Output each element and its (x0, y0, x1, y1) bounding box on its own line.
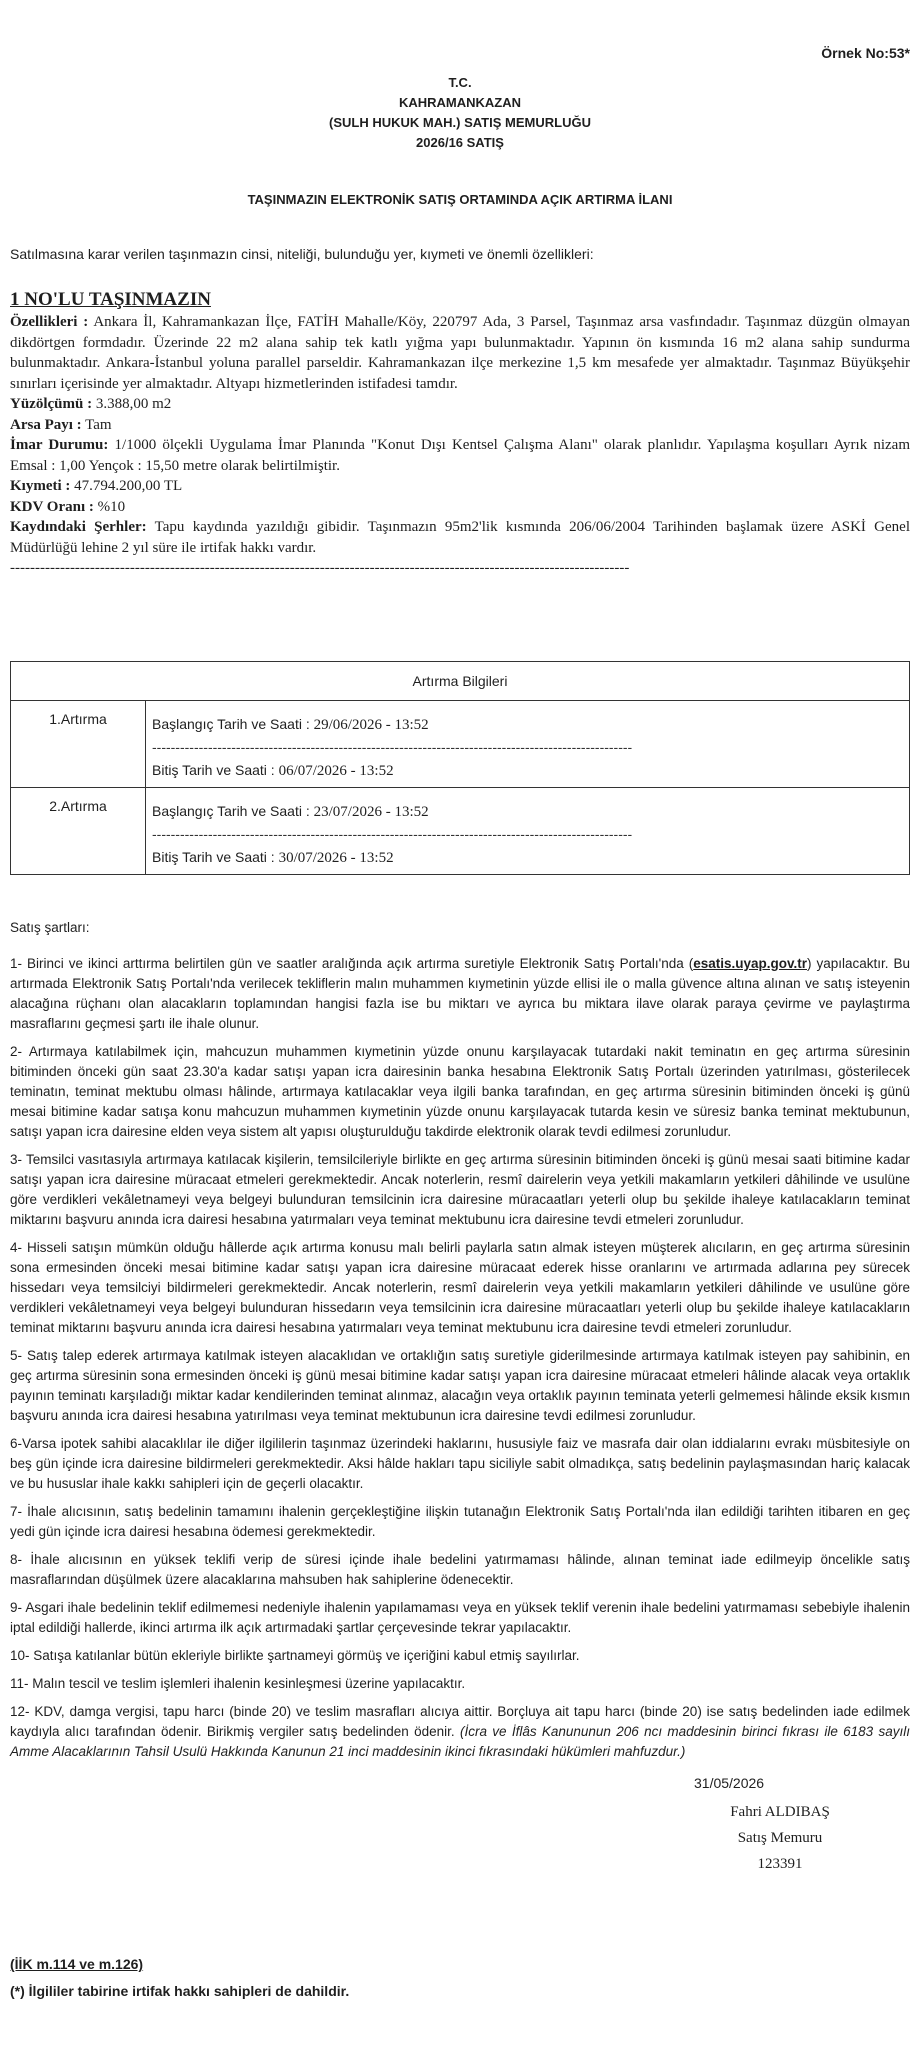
start-label: Başlangıç Tarih ve Saati : (152, 716, 310, 732)
property-area (10, 394, 910, 415)
value-amount: 47.794.200,00 TL (74, 478, 183, 494)
property-section (10, 288, 910, 579)
vat-label: KDV Oranı : (10, 498, 94, 515)
auction-dates (146, 788, 910, 875)
header-line-case: 2026/16 SATIŞ (416, 135, 504, 150)
term-4: 4- Hisseli satışın mümkün olduğu hâllerde açık artırma konusu malı belirli paylarla satın almak isteyen müşterek alıcıların, en geç artırma süresinin sona ermesinden önceki mesai bitimine kadar satışı yapan icra dairesine müracaat ederek hisse oranlarını ve artırmada adlarına pey sürecek hissedarı veya temsilciyi bildirmeleri gerekmektedir. Ancak noterlerin, resmî dairelerin veya yetkili makamların yetkileri dâhilinde ve usulüne göre verdikleri vekâletnameyi veya belgeyi bulunduran hissedarın veya temsilcinin icra dairesine müracaatları yeterli olup bu şekilde ihaleye katılacakların teminat miktarını başvuru anında icra dairesi hesabına yatırmaları veya teminat mektubunu icra dairesine tevdi etmeleri zorunludur. (10, 1240, 910, 1335)
start-value: 29/06/2026 - 13:52 (313, 717, 429, 733)
term-10: 10- Satışa katılanlar bütün ekleriyle birlikte şartnameyi görmüş ve içeriğini kabul etmiş sayılırlar. (10, 1648, 580, 1663)
term-1 (10, 954, 910, 1034)
term-9: 9- Asgari ihale bedelinin teklif edilmemesi nedeniyle ihalenin yapılamaması veya en yüksek teklif verenin ihale bedelini yatırmaması sebebiyle ihalenin iptal edildiği hallerde, ikinci artırma ilk açık artırmadaki şartlar çerçevesinde tekrar yapılacaktır. (10, 1600, 910, 1635)
signature-date: 31/05/2026 (694, 1775, 765, 1791)
esatis-link[interactable]: esatis.uyap.gov.tr (693, 956, 807, 971)
document-header (10, 73, 910, 153)
property-annotations (10, 517, 910, 558)
auction-start (152, 800, 903, 822)
vat-value: %10 (97, 498, 126, 515)
end-value: 06/07/2026 - 13:52 (278, 763, 394, 779)
property-features (10, 312, 910, 394)
start-value: 23/07/2026 - 13:52 (313, 804, 429, 820)
share-label: Arsa Payı : (10, 416, 82, 433)
property-title: 1 NO'LU TAŞINMAZIN (10, 289, 211, 310)
start-label: Başlangıç Tarih ve Saati : (152, 803, 310, 819)
ornek-no: Örnek No:53* (821, 45, 910, 61)
footer-law-reference: (İİK m.114 ve m.126) (10, 1956, 144, 1972)
auction-dates (146, 701, 910, 788)
sale-terms (10, 918, 910, 1770)
term-6: 6-Varsa ipotek sahibi alacaklılar ile diğer ilgililerin taşınmaz üzerindeki haklarını, hususiyle faiz ve masrafa dair olan iddialarını evrakı müsbitesiyle on beş gün içinde icra dairesine bildirmeleri gerekmektedir. Aksi hâlde hakları tapu siciliyle sabit olmadıkça, satış bedelinin paylaşmasından hariç kalacak ve bu hususlar ihale kakkı sahipleri için de geçerli olacaktır. (10, 1436, 910, 1491)
term-7: 7- İhale alıcısının, satış bedelinin tamamını ihalenin gerçekleştiğine ilişkin tutanağın Elektronik Satış Portalı'nda ilan edildiği tarihten itibaren en geç yedi gün içinde icra dairesi hesabına ödemesi gerekmektedir. (10, 1504, 910, 1539)
area-label: Yüzölçümü : (10, 396, 93, 412)
term-2: 2- Artırmaya katılabilmek için, mahcuzun muhammen kıymetinin yüzde onunu karşılayacak tutardaki nakit teminatın en geç artırma süresinin bitiminden önceki gün saat 23.30'a kadar satışı yapan icra dairesinin banka hesabına Elektronik Satış Portalı üzerinden yatırılması, gösterilecek teminatın, teminat mektubu olması hâlinde, artırmaya katılacaklar veya ilgili banka tarafından, en geç artırma süresinin bitiminden önceki iş günü mesai bitimine kadar satışa konu mahcuzun muhammen kıymetinin yüzde onunu karşılayacak tutarda kesin ve süresiz banka teminat mektubunun, satışı yapan icra dairesine elden veya sistem alt yapısı oluşturulduğu takdirde elektronik olarak tevdi edilmesi zorunludur. (10, 1044, 910, 1139)
auction-end (152, 759, 903, 781)
term-3: 3- Temsilci vasıtasıyla artırmaya katılacak kişilerin, temsilcileriyle birlikte en geç artırma süresinin bitiminden önceki iş günü mesai saati bitimine kadar satışı yapan icra dairesine müracaat etmeleri gerekmektedir. Ancak noterlerin, resmî dairelerin veya yetkili makamların yetkileri dâhilinde ve usulüne göre verdikleri vekâletnameyi veya belgeyi bulunduran temsilcinin icra dairesine müracaatları yeterli olup bu şekilde ihaleye katılacakların teminat miktarını başvuru anında icra dairesi hesabına yatırmaları veya teminat mektubunu icra dairesine tevdi etmeleri zorunludur. (10, 1152, 910, 1227)
zoning-value: 1/1000 ölçekli Uygulama İmar Planında "Konut Dışı Kentsel Çalışma Alanı" olarak planlıdır. Yapılaşma koşulları Ayrık nizam Emsal : 1,00 Yençok : 15,50 metre olarak belirtilmiştir. (10, 437, 911, 474)
features-label: Özellikleri : (10, 314, 89, 330)
footer-note: (*) İlgililer tabirine irtifak hakkı sahipleri de dahildir. (10, 1983, 350, 1999)
intro-text: Satılmasına karar verilen taşınmazın cinsi, niteliği, bulunduğu yer, kıymeti ve önemli özellikleri: (10, 246, 594, 262)
header-line-tc: T.C. (448, 75, 472, 90)
value-label: Kıymeti : (10, 478, 71, 494)
end-label: Bitiş Tarih ve Saati : (152, 849, 275, 865)
zoning-label: İmar Durumu: (10, 437, 109, 453)
terms-title: Satış şartları: (10, 920, 90, 935)
auction-label: 2.Artırma (11, 788, 146, 875)
features-value: Ankara İl, Kahramankazan İlçe, FATİH Mahalle/Köy, 220797 Ada, 3 Parsel, Taşınmaz arsa vasfındadır. Taşınmaz düzgün olmayan dikdörtgen formdadır. Üzerinde 22 m2 alana sahip tek katlı yığma yapı bulunmaktadır. Yapının ön kısmında 16 m2 alana sahip sundurma bulunmaktadır. Ankara-İstanbul yoluna parallel parseldir. Kahramankazan ilçe merkezine 1,5 km mesafede yer almaktadır. Taşınmaz Büyükşehir sınırları içerisinde yer almaktadır. Altyapı hizmetlerinden istifadesi tamdır. (10, 314, 910, 392)
property-vat (10, 497, 910, 518)
header-line-district: KAHRAMANKAZAN (398, 95, 522, 110)
auction-table-header: Artırma Bilgileri (11, 662, 910, 701)
auction-table (10, 661, 910, 875)
document-title: TAŞINMAZIN ELEKTRONİK SATIŞ ORTAMINDA AÇIK ARTIRMA İLANI (247, 192, 673, 207)
term-12 (10, 1702, 910, 1762)
signature-name: Fahri ALDIBAŞ (730, 1804, 830, 1820)
auction-row (11, 701, 910, 788)
term-1-text: 1- Birinci ve ikinci arttırma belirtilen gün ve saatler aralığında açık artırma suretiyle Elektronik Satış Portalı'nda ( (10, 956, 694, 971)
area-value: 3.388,00 m2 (95, 396, 172, 412)
property-divider: ---------------------------------------------------------------------------------------------------------------------------- (10, 560, 630, 576)
signature-block (650, 1775, 910, 1877)
header-line-office: (SULH HUKUK MAH.) SATIŞ MEMURLUĞU (329, 115, 591, 130)
property-share (10, 415, 910, 436)
property-value (10, 476, 910, 497)
end-value: 30/07/2026 - 13:52 (278, 850, 394, 866)
term-12-text: 12- KDV, damga vergisi, tapu harcı (binde 20) ve teslim masrafları alıcıya aittir. Borçluya ait tapu harcı (binde 20) ise satış bedelinden iade edilmek kaydıyla alıcı tarafından ödenir. Birikmiş vergiler satış bedelinden ödenir. (10, 1704, 910, 1739)
auction-end (152, 846, 903, 868)
auction-row (11, 788, 910, 875)
term-5: 5- Satış talep ederek artırmaya katılmak isteyen alacaklıdan ve ortaklığın satış suretiyle giderilmesinde artırmaya katılmak isteyen pay sahibinin, en geç artırma süresinin sona ermesinden önceki iş günü mesai bitimine kadar satışı yapan icra dairesine müracaat etmeleri hâlinde alacak veya ortaklık payının teminatı karşıladığı miktar kadar kendilerinden teminat alınmaz, alacağın veya ortaklık payının teminata yeterli gelmemesi hâlinde eksik kısmın başvuru anında icra dairesi hesabına yatırılması veya teminat mektubunun icra dairesine tevdi edilmesi zorunludur. (10, 1348, 910, 1423)
annotations-label: Kaydındaki Şerhler: (10, 519, 147, 535)
auction-separator: ------------------------------------------------------------------------------------------------------- (152, 739, 633, 755)
auction-start (152, 713, 903, 735)
auction-label: 1.Artırma (11, 701, 146, 788)
signature-role: Satış Memuru (737, 1830, 823, 1846)
end-label: Bitiş Tarih ve Saati : (152, 762, 275, 778)
share-value: Tam (85, 416, 112, 433)
property-zoning (10, 435, 910, 476)
signature-number: 123391 (757, 1856, 803, 1872)
annotations-value: Tapu kaydında yazıldığı gibidir. Taşınmazın 95m2'lik kısmında 206/06/2004 Tarihinden başlamak üzere ASKİ Genel Müdürlüğü lehine 2 yıl süre ile irtifak hakkı vardır. (10, 519, 910, 556)
term-1-text-end: ) yapılacaktır. Bu artırmada Elektronik Satış Portalı'nda verilecek tekliflerin malın muhammen kıymetinin yüzde ellisi ile o malla güvence altına alınan ve satış isteyenin alacağına rüçhanı olan alacakların toplamından hangisi fazla ise bu miktarı ve ayrıca bu miktara ilave olarak paraya çevirme ve paylaştırma masraflarını geçmesi şartı ile ihale olunur. (10, 956, 910, 1031)
auction-separator: ------------------------------------------------------------------------------------------------------- (152, 826, 633, 842)
term-8: 8- İhale alıcısının en yüksek teklifi verip de süresi içinde ihale bedelini yatırmaması hâlinde, alınan teminat iade edilmeyip öncelikle satış masraflarından düşülmek üzere alacaklarına mahsuben hak sahiplerine ödenecektir. (10, 1552, 910, 1587)
term-11: 11- Malın tescil ve teslim işlemleri ihalenin kesinleşmesi üzerine yapılacaktır. (10, 1676, 466, 1691)
term-12-legal-note: (İcra ve İflâs Kanununun 206 ncı maddesinin birinci fıkrası ile 6183 sayılı Amme Alacaklarının Tahsil Usulü Hakkında Kanunun 21 inci maddesinin ikinci fıkrasındaki hükümleri mahfuzdur.) (10, 1724, 910, 1759)
